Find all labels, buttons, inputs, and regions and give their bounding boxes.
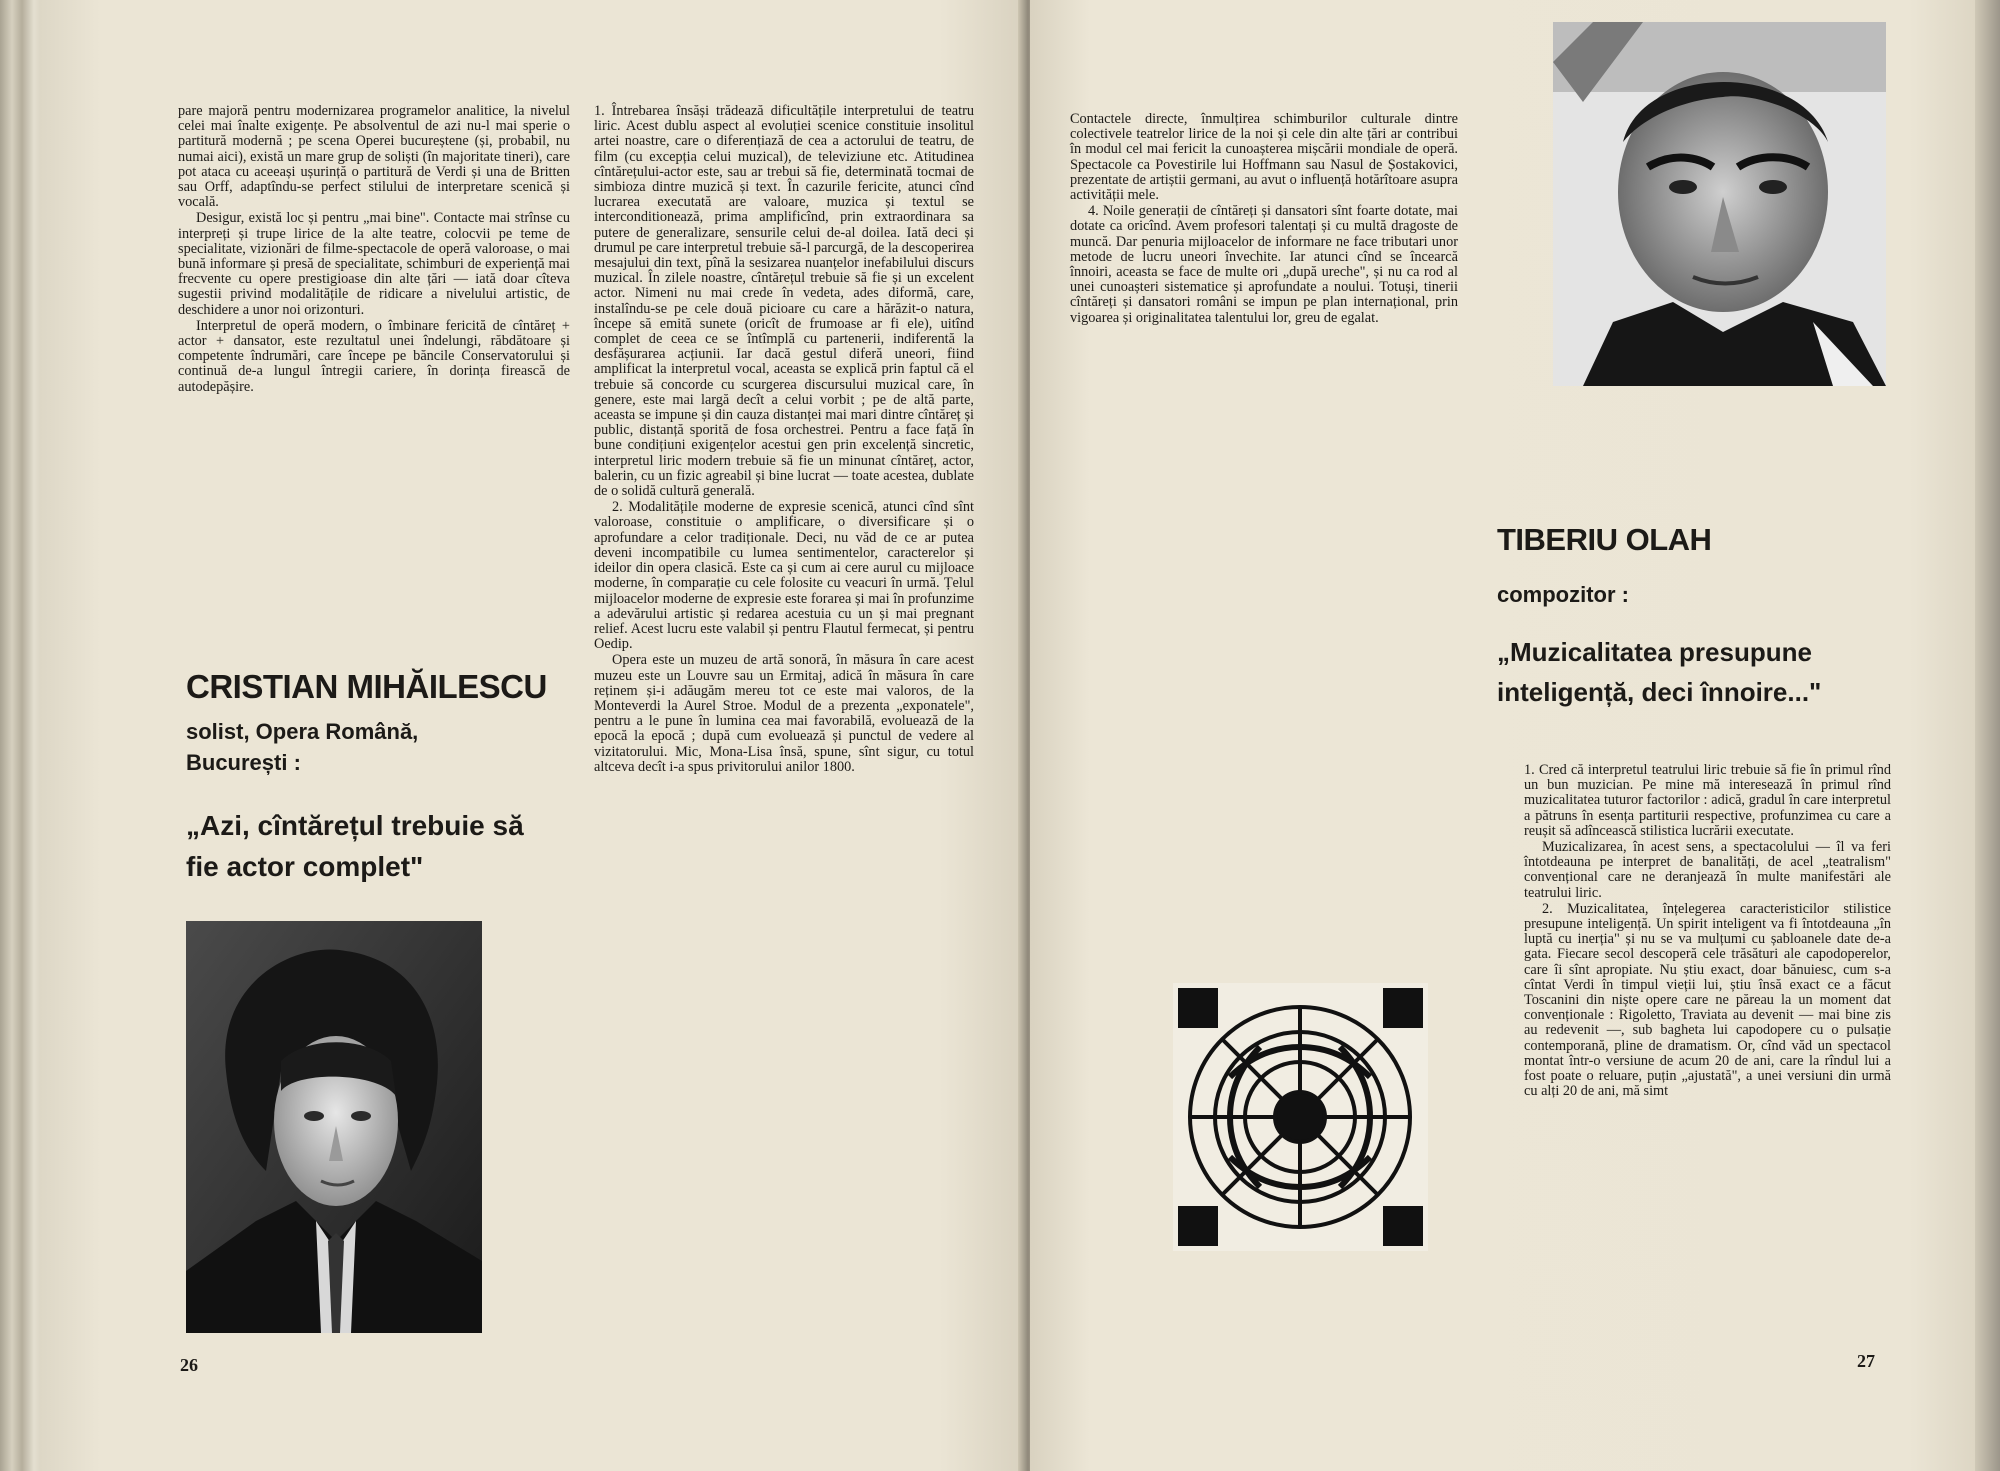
book-edge-right (1975, 0, 2000, 1471)
portrait-image (1553, 22, 1886, 386)
paragraph: 2. Modalitățile moderne de expresie scenică, atunci cînd sînt valoroase, constituie o amplificare, o diversificare și o aprofundare a celor tradiționale. Deci, nu văd de ce ar putea deveni incompatibile cu lumea sentimentelor, caracterelor și ideilor din opera clasică. Este ca și cum ai cere aurul cu mijloace moderne, în comparație cu cele folosite cu veacuri în urmă. Țelul mijloacelor moderne de expresie este forarea și mai în profunzime a adevărului artistic și redarea acestuia cu un și mai pregnant relief. Acest lucru este valabil și pentru Flautul fermecat, și pentru Oedip. (594, 499, 974, 653)
rosette-ornament-icon (1173, 983, 1428, 1251)
paragraph: 4. Noile generații de cîntăreți și dansatori sînt foarte dotate, mai dotate ca oricînd. Avem profesori talentați și cu multă dragoste de muncă. Dar penuria mijloacelor de informare ne face tributari unor metode de lucru uneori învechite. Iar atunci cînd se încearcă înnoiri, aceasta se face de multe ori „după ureche", și nu ca rod al unei cunoașteri sistematice și aprofundate a noului. Totuși, tinerii cîntăreți și dansatori români se impun pe plan internațional, prin vigoarea și originalitatea talentului lor, greu de egalat. (1070, 203, 1458, 326)
paragraph: Interpretul de operă modern, o îmbinare fericită de cîntăreț + actor + dansator, este rezultatul unei îndelungi, răbdătoare și competente îndrumări, care începe pe băncile Conservatorului și continuă de-a lungul întregii cariere, în dorința firească de autodepășire. (178, 317, 570, 395)
right-page-column-2 (1524, 763, 1891, 1100)
paragraph: Desigur, există loc și pentru „mai bine". Contacte mai strînse cu interpreți și trupe lirice de la alte teatre, colocvii pe teme de specialitate, vizionări de filme-spectacole de operă valoroase, o mai bună informare și presă de specialitate, schimburi de experiență mai frecvente cu opere prestigioase din alte țări — iată doar cîteva sugestii privind modalitățile de ridicare a nivelului artistic, de deschidere a unor noi orizonturi. (178, 210, 570, 318)
right-page-column-1 (1070, 112, 1458, 327)
page-number-left: 26 (180, 1355, 198, 1375)
paragraph: 1. Cred că interpretul teatrului liric trebuie să fie în primul rînd un bun muzician. Pe mine mă interesează în primul rînd muzicalitatea tuturor factorilor : adică, gradul în care interpretul a pătruns în esența partiturii respective, profunzimea cu care a reușit să adîncească stilistica lucrării executate. (1524, 762, 1891, 839)
paragraph: 2. Muzicalitatea, înțelegerea caracteristicilor stilistice presupune inteligență. Un spirit inteligent va fi întotdeauna „în luptă cu inerția" și nu se va mulțumi cu șabloanele date de-a gata. Fiecare secol descoperă cele trăsături ale capodoperelor, care îi sînt apropiate. Nu știu exact, doar bănuiesc, cum s-a cîntat Verdi în timpul vieții lui, știu însă exact ce a făcut Toscanini din niște opere care ne păreau la un moment dat convenționale : Rigoletto, Traviata au devenit — mai bine zis au redevenit —, sub bagheta lui capodopere cu o pulsație contemporană, pline de dramatism. Or, cînd văd un spectacol montat într-o versiune de acum 20 de ani, care la rîndul lui a fost poate o reluare, puțin „ajustată", a unei versiuni din urmă cu alți 20 de ani, mă simt (1524, 900, 1891, 1100)
headline-quote-right: „Muzicalitatea presupune inteligență, deci înnoire..." (1497, 637, 1822, 707)
portrait-photo-tiberiu-olah (1553, 22, 1886, 386)
interviewee-name-right: TIBERIU OLAH (1497, 522, 1712, 557)
interviewee-name-left: CRISTIAN MIHĂILESCU (186, 668, 547, 705)
left-page-column-2 (594, 104, 974, 776)
paragraph: pare majoră pentru modernizarea programelor analitice, la nivelul celei mai înalte exigențe. Pe absolventul de azi nu-l mai sperie o partitură modernă ; pe scena Operei bucureștene (și, probabil, nu numai aici), există un mare grup de soliști (în majoritate tineri), care pot ataca cu aceeași ușurință o partitură de Verdi și una de Britten sau Orff, adaptîndu-se perfect stilului de interpretare scenică și vocală. (178, 103, 570, 211)
page-number-right: 27 (1857, 1351, 1875, 1371)
interviewee-role-right: compozitor : (1497, 582, 1629, 607)
headline-quote-left: „Azi, cîntărețul trebuie să fie actor complet" (186, 810, 524, 882)
left-page-column-1 (178, 104, 570, 396)
paragraph: Contactele directe, înmulțirea schimburilor culturale dintre colectivele teatrelor lirice de la noi și cele din alte țări ar contribui în modul cel mai fericit la cunoașterea mișcării mondiale de operă. Spectacole ca Povestirile lui Hoffmann sau Nasul de Șostakovici, prezentate de artiștii germani, au avut o influență hotărîtoare asupra activității mele. (1070, 111, 1458, 204)
paragraph: 1. Întrebarea însăși trădează dificultățile interpretului de teatru liric. Acest dublu aspect al evoluției scenice constituie insolitul artei noastre, care o diferențiază de cea a actorului de teatru, de film (cu excepția celui muzical), de televiziune etc. Atitudinea cîntărețului-actor este, sau ar trebui să fie, determinată tocmai de simbioza dintre muzică și text. În cazurile fericite, atunci cînd lucrarea executată are valoare, muzica și textul se interconditionează, prima amplificînd, prin extraordinara sa putere de generalizare, sensurile celui de-al doilea. Iată deci și drumul pe care interpretul trebuie să-l parcurgă, de la descoperirea mesajului din text, pînă la sesizarea nuanțelor inefabilului discurs muzical. În zilele noastre, cîntărețul trebuie să fie și un excelent actor. Nimeni nu mai crede în vedeta, ades diformă, care, instalîndu-se pe cele două picioare cu care a hărăzit-o natura, începe să emită sunete (oricît de frumoase ar fi ele), uitînd complet de ceea ce se întîmplă cu partenerii, indiferentă la desfășurarea acțiunii. Iar dacă gestul diferă uneori, fiind amplificat la interpretul vocal, aceasta se explică prin faptul că el trebuie să concorde cu scurgerea discursului muzical care, în genere, este mai largă decît a celui vorbit ; pe de altă parte, aceasta se impune și din cauza distanței mai mari dintre cîntăreț și public, distanță sporită de fosa orchestrei. Pentru a face față în bune condițiuni exigențelor acestui gen prin excelență sincretic, interpretul liric modern trebuie să fie un minunat cîntăreț, actor, balerin, cu un fizic agreabil și bine lucrat — toate acestea, dublate de o solidă cultură generală. (594, 103, 975, 500)
portrait-image (186, 921, 482, 1333)
decorative-ornament (1173, 983, 1428, 1251)
paragraph: Opera este un muzeu de artă sonoră, în măsura în care acest muzeu este un Louvre sau un Ermitaj, adică în măsura în care reținem și-i adăugăm mereu tot ce este mai valoros, de la Monteverdi la Aurel Stroe. Modul de a prezenta „exponatele", pentru a le pune în lumina cea mai favorabilă, evoluează de la epocă la epocă ; după cum evoluează și punctul de vedere al vizitatorului. Mic, Mona-Lisa însă, spune, sînt sigur, cu totul altceva decît i-a spus privitorului anilor 1800. (594, 652, 974, 775)
interviewee-role-left: solist, Opera Română, București : (186, 719, 419, 775)
portrait-photo-cristian-mihailescu (186, 921, 482, 1333)
paragraph: Muzicalizarea, în acest sens, a spectacolului — îl va feri întotdeauna pe interpret de banalități, de acel „teatralism" convențional care ne deranjează în multe manifestări ale teatrului liric. (1524, 839, 1891, 901)
